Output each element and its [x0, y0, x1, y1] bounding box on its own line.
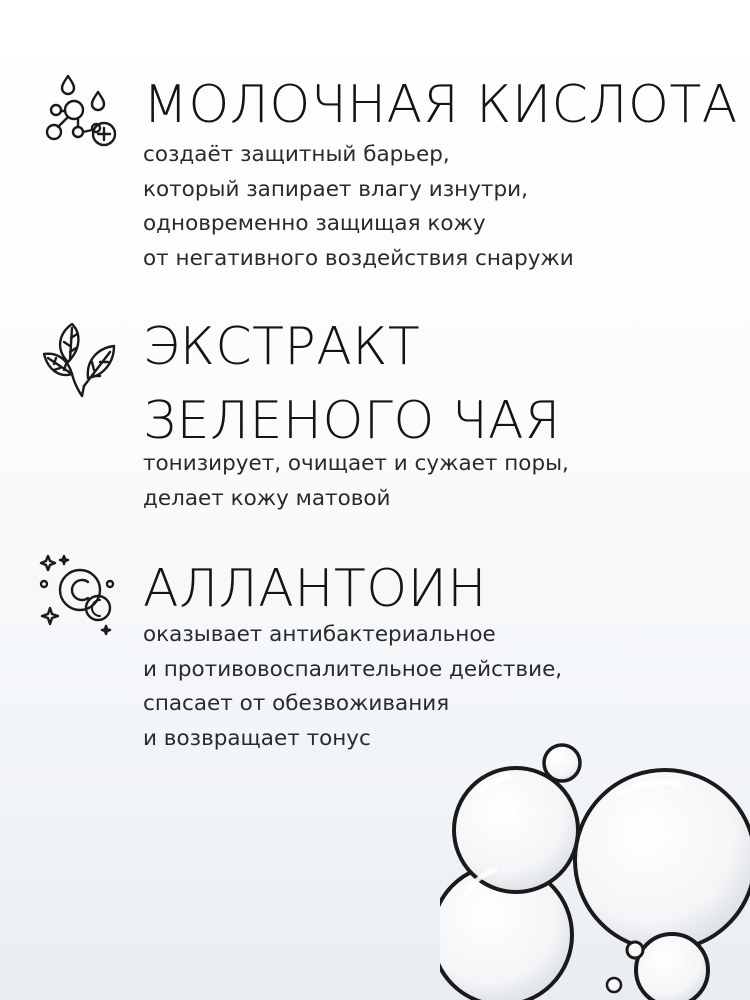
description-line: и возвращает тонус [143, 725, 371, 751]
title-line: ЭКСТРАКТ [143, 317, 421, 377]
description-line: делает кожу матовой [143, 485, 391, 511]
description-line: от негативного воздействия снаружи [143, 245, 574, 271]
description-line: который запирает влагу изнутри, [143, 176, 528, 202]
description-line: одновременно защищая кожу [143, 211, 486, 236]
description-line: тонизирует, очищает и сужает поры, [143, 451, 569, 476]
description-line: и противовоспалительное действие, [143, 656, 563, 682]
section-description [143, 447, 569, 516]
title-line: МОЛОЧНАЯ КИСЛОТА [143, 75, 738, 135]
title-line: ЗЕЛЕНОГО ЧАЯ [143, 391, 561, 451]
description-line: оказывает антибактериальное [143, 622, 496, 647]
title-line: АЛЛАНТОИН [143, 559, 487, 619]
section-title [143, 68, 738, 142]
description-line: создаёт защитный барьер, [143, 142, 450, 167]
leaves-icon [38, 316, 124, 402]
sparkle-circles-icon [34, 552, 120, 638]
section-description [143, 138, 574, 276]
section-title [143, 552, 487, 626]
section-title [143, 310, 561, 458]
molecule-drops-icon [34, 70, 120, 156]
description-line: спасает от обезвоживания [143, 691, 450, 716]
bubbles-icon [440, 735, 750, 1000]
